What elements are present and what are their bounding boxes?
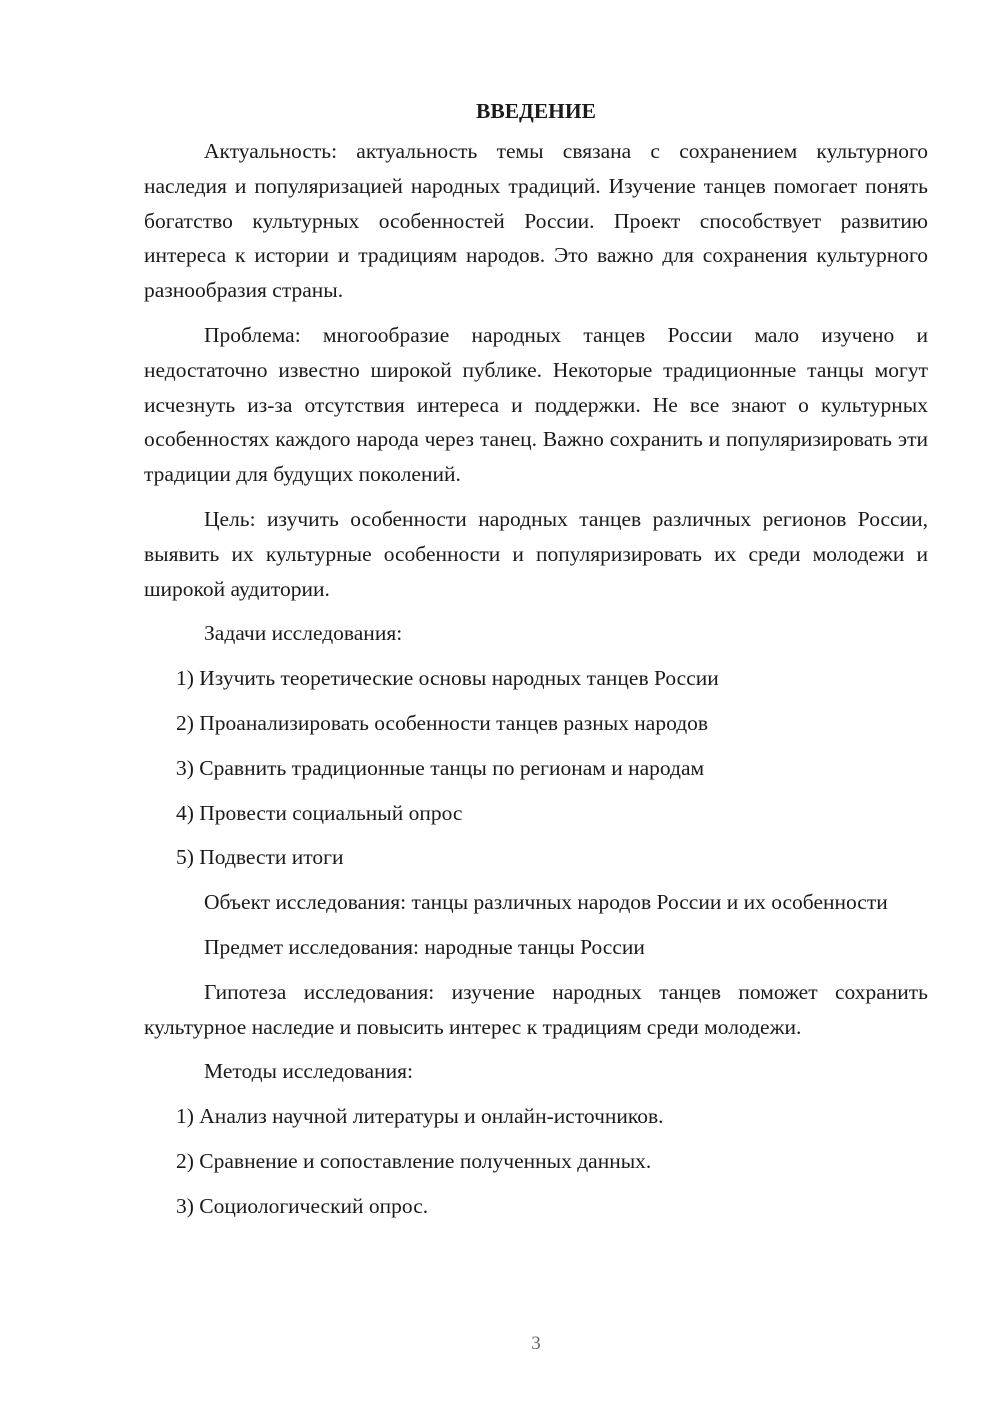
method-item: 1) Анализ научной литературы и онлайн-источников. xyxy=(176,1104,664,1129)
task-item: 5) Подвести итоги xyxy=(176,845,344,870)
methods-heading: Методы исследования: xyxy=(204,1059,413,1084)
task-item: 2) Проанализировать особенности танцев разных народов xyxy=(176,710,709,735)
subject-paragraph: Предмет исследования: народные танцы России xyxy=(204,934,645,959)
task-item: 1) Изучить теоретические основы народных танцев России xyxy=(176,666,719,691)
method-item: 3) Социологический опрос. xyxy=(176,1193,429,1218)
task-item: 3) Сравнить традиционные танцы по регионам и народам xyxy=(176,755,705,780)
object-paragraph: Объект исследования: танцы различных народов России и их особенности xyxy=(204,890,888,915)
methods-list xyxy=(144,1099,928,1223)
task-item: 4) Провести социальный опрос xyxy=(176,800,463,825)
hypothesis-paragraph: Гипотеза исследования: изучение народных танцев поможет сохранить культурное наследие и повысить интерес к традициям среди молодежи. xyxy=(144,979,928,1039)
tasks-heading: Задачи исследования: xyxy=(204,621,403,646)
page-title: ВВЕДЕНИЕ xyxy=(476,99,596,123)
method-item: 2) Сравнение и сопоставление полученных данных. xyxy=(176,1148,652,1173)
tasks-list xyxy=(144,661,928,875)
page-number: 3 xyxy=(531,1333,541,1354)
relevance-paragraph: Актуальность: актуальность темы связана с сохранением культурного наследия и популяризацией народных традиций. Изучение танцев помогает понять богатство культурных особенностей России. Проект способствует развитию интереса к истории и традициям народов. Это важно для сохранения культурного разнообразия страны. xyxy=(144,139,928,303)
problem-paragraph: Проблема: многообразие народных танцев России мало изучено и недостаточно известно широкой публике. Некоторые традиционные танцы могут исчезнуть из-за отсутствия интереса и поддержки. Не все знают о культурных особенностях каждого народа через танец. Важно сохранить и популяризировать эти традиции для будущих поколений. xyxy=(144,322,928,487)
goal-paragraph: Цель: изучить особенности народных танцев различных регионов России, выявить их культурные особенности и популяризировать их среди молодежи и широкой аудитории. xyxy=(144,506,928,601)
page-content xyxy=(144,94,928,1234)
